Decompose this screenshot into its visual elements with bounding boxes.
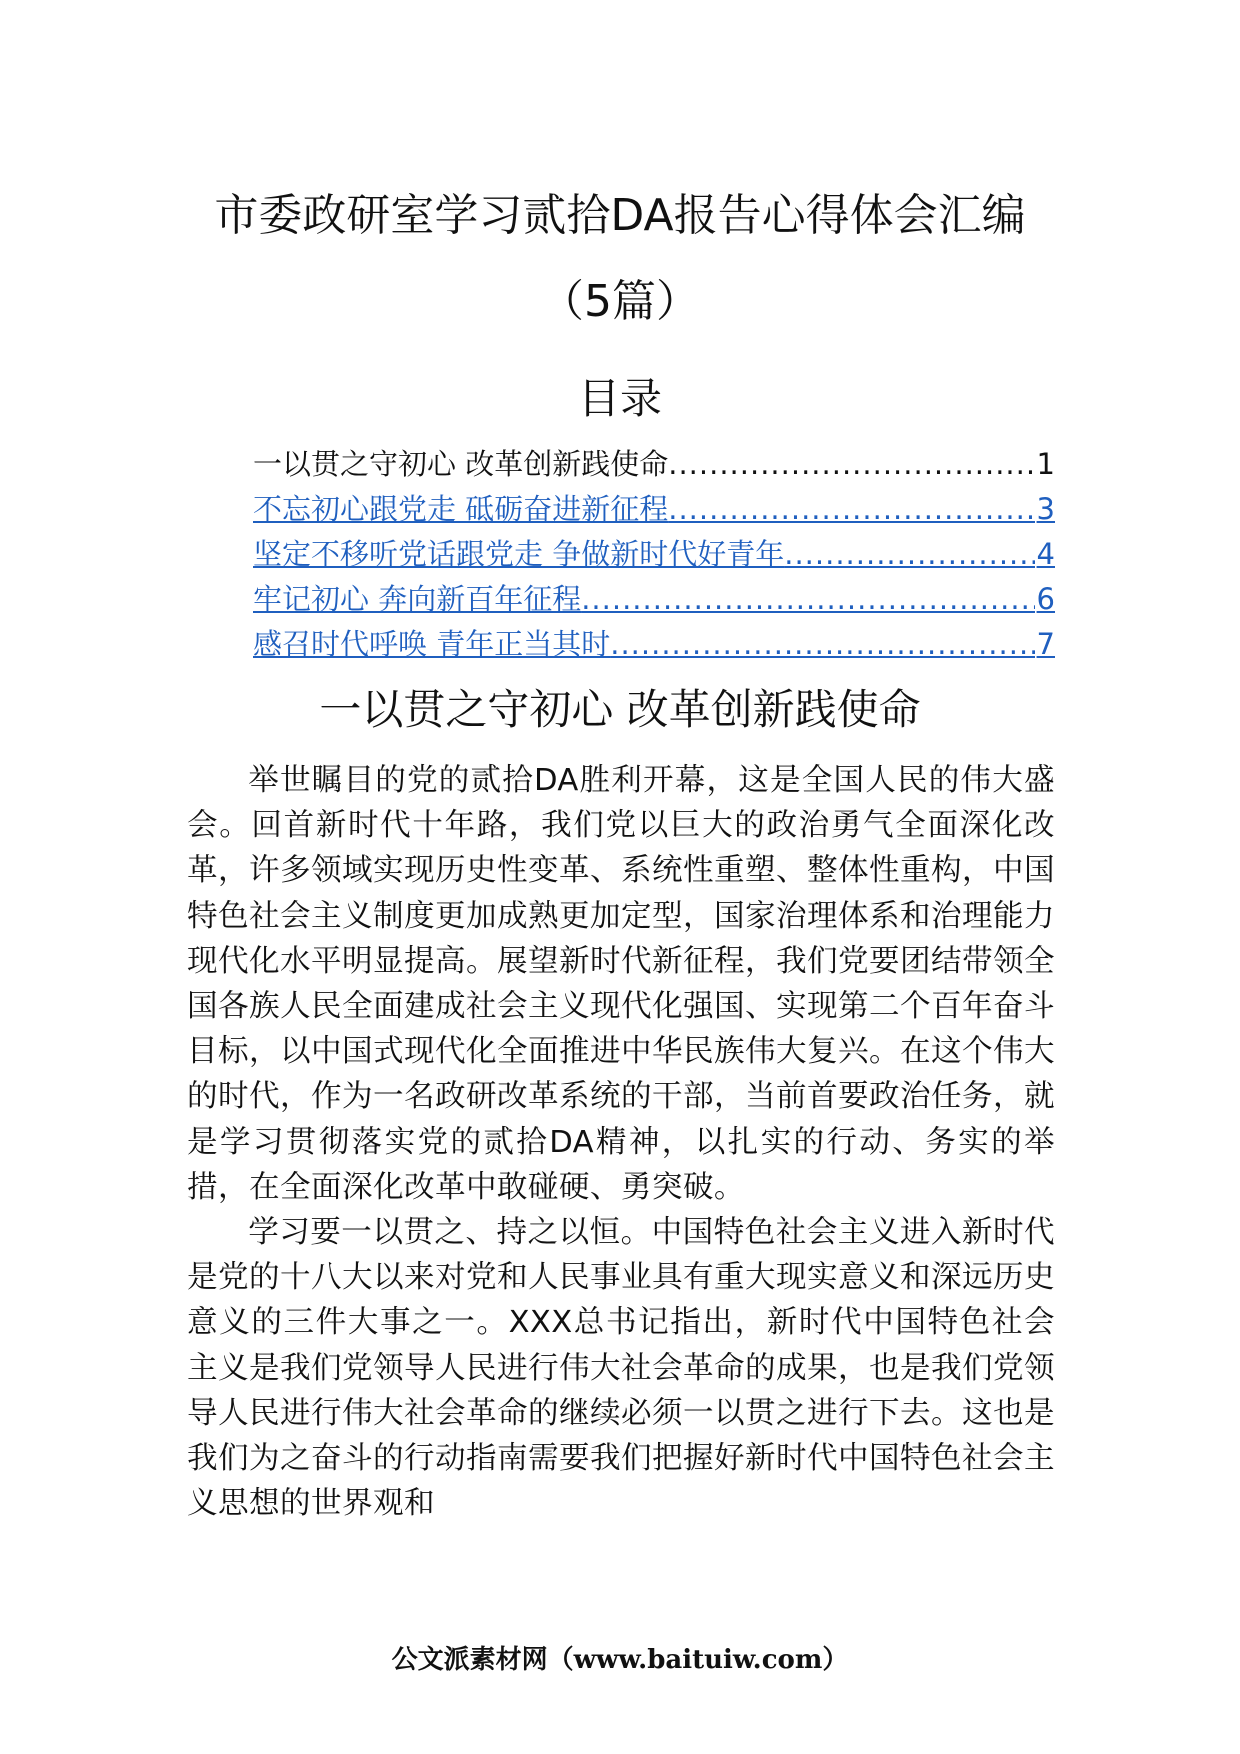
toc-leader-dots — [581, 577, 1034, 622]
toc-item-title: 坚定不移听党话跟党走 争做新时代好青年 — [253, 537, 785, 571]
toc-link[interactable] — [253, 577, 1055, 622]
toc-item-title: 不忘初心跟党走 砥砺奋进新征程 — [253, 492, 669, 526]
toc-item-page: 6 — [1036, 582, 1055, 616]
toc-heading: 目录 — [577, 374, 662, 423]
table-of-contents — [253, 442, 1055, 667]
toc-leader-dots — [610, 622, 1034, 667]
toc-item-page: 4 — [1036, 537, 1055, 571]
toc-item-page: 3 — [1036, 492, 1055, 526]
toc-link[interactable] — [253, 487, 1055, 532]
footer-watermark: 公文派素材网（www.baituiw.com） — [391, 1645, 849, 1675]
toc-link[interactable] — [253, 532, 1055, 577]
toc-item-title: 感召时代呼唤 青年正当其时 — [253, 627, 611, 661]
paragraph: 学习要一以贯之、持之以恒。中国特色社会主义进入新时代是党的十八大以来对党和人民事业具有重大现实意义和深远历史意义的三件大事之一。XXX总书记指出，新时代中国特色社会主义是我们党领导人民进行伟大社会革命的成果，也是我们党领导人民进行伟大社会革命的继续必须一以贯之进行下去。这也是我们为之奋斗的行动指南需要我们把握好新时代中国特色社会主义思想的世界观和 — [187, 1215, 1055, 1522]
paragraph: 举世瞩目的党的贰拾DA胜利开幕，这是全国人民的伟大盛会。回首新时代十年路，我们党以巨大的政治勇气全面深化改革，许多领域实现历史性变革、系统性重塑、整体性重构，中国特色社会主义制度更加成熟更加定型，国家治理体系和治理能力现代化水平明显提高。展望新时代新征程，我们党要团结带领全国各族人民全面建成社会主义现代化强国、实现第二个百年奋斗目标，以中国式现代化全面推进中华民族伟大复兴。在这个伟大的时代，作为一名政研改革系统的干部，当前首要政治任务，就是学习贯彻落实党的贰拾DA精神，以扎实的行动、务实的举措，在全面深化改革中敢碰硬、勇突破。 — [187, 763, 1055, 1205]
document-title: 市委政研室学习贰拾DA报告心得体会汇编 — [214, 190, 1026, 241]
body-text — [187, 758, 1055, 1526]
toc-leader-dots — [668, 487, 1034, 532]
toc-item-title: 牢记初心 奔向新百年征程 — [253, 582, 582, 616]
section-title: 一以贯之守初心 改革创新践使命 — [319, 685, 921, 734]
toc-item[interactable] — [253, 442, 1055, 487]
toc-item-page: 1 — [1036, 447, 1055, 481]
document-subtitle: （5篇） — [540, 276, 700, 327]
toc-item-page: 7 — [1036, 627, 1055, 661]
toc-leader-dots — [668, 442, 1034, 487]
toc-leader-dots — [784, 532, 1034, 577]
toc-item-title: 一以贯之守初心 改革创新践使命 — [253, 447, 669, 481]
toc-link[interactable] — [253, 622, 1055, 667]
